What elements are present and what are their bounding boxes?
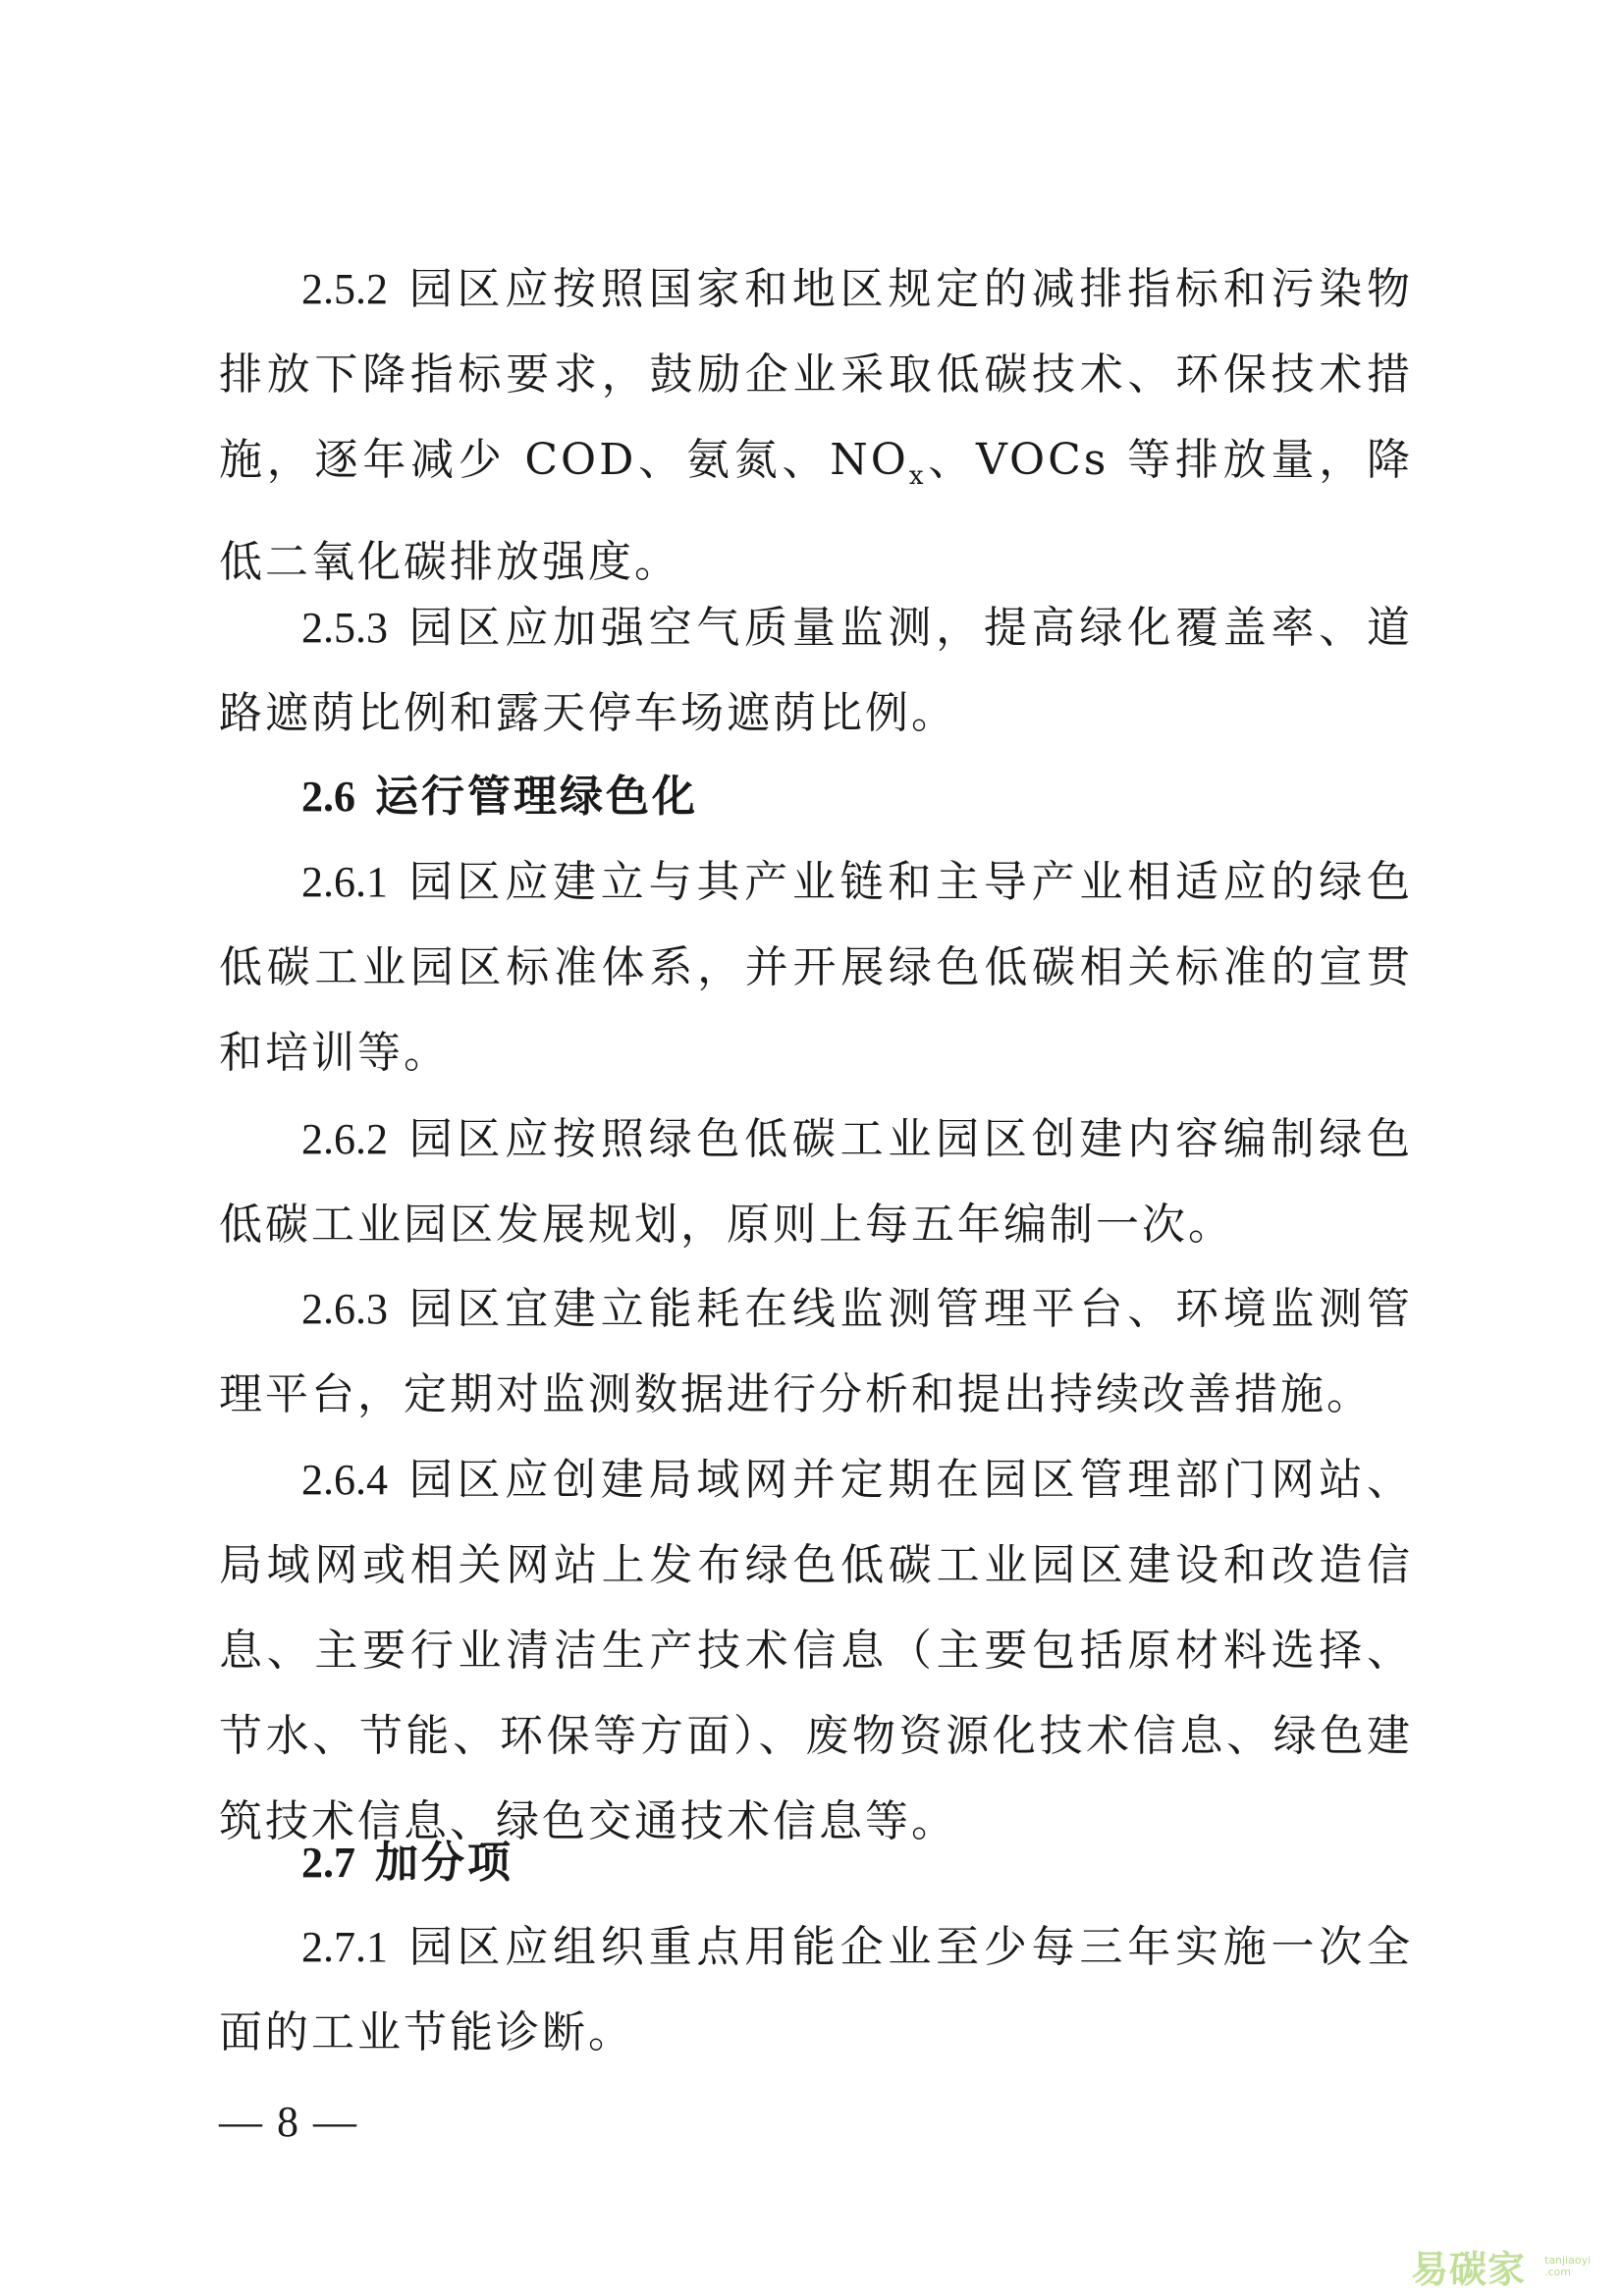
paragraph-2-6-1	[219, 839, 1413, 1095]
clause-text-continued: 、VOCs 等排放量，降低二氧化碳排放强度。	[219, 435, 1413, 587]
clause-text: 园区应按照国家和地区规定的减排指标和污染物排放下降指标要求，鼓励企业采取低碳技术、环保技术措施，逐年减少 COD、氨氮、NO	[219, 264, 1413, 485]
clause-number: 2.6.2	[301, 1115, 388, 1163]
clause-number: 2.7.1	[301, 1923, 388, 1971]
section-title: 运行管理绿色化	[375, 772, 698, 822]
clause-number: 2.6.4	[301, 1456, 388, 1504]
paragraph-2-6-4	[219, 1437, 1413, 1864]
clause-text: 园区应建立与其产业链和主导产业相适应的绿色低碳工业园区标准体系，并开展绿色低碳相关标准的宣贯和培训等。	[219, 857, 1413, 1078]
paragraph-2-5-2	[219, 246, 1413, 605]
section-number: 2.6	[301, 773, 355, 821]
watermark-text: 易碳家	[1411, 2248, 1527, 2291]
paragraph-2-6-2	[219, 1096, 1413, 1267]
subscript-x: x	[908, 460, 927, 491]
paragraph-2-6-3	[219, 1266, 1413, 1437]
paragraph-2-7-1	[219, 1904, 1413, 2075]
section-heading-2-7	[301, 1820, 514, 1905]
section-title: 加分项	[375, 1838, 514, 1888]
paragraph-2-5-3	[219, 585, 1413, 756]
clause-text: 园区应创建局域网并定期在园区管理部门网站、局域网或相关网站上发布绿色低碳工业园区建设和改造信息、主要行业清洁生产技术信息（主要包括原材料选择、节水、节能、环保等方面）、废物资源化技术信息、绿色建筑技术信息、绿色交通技术信息等。	[219, 1455, 1413, 1846]
watermark-domain: tanjiaoyi .com	[1544, 2254, 1592, 2278]
clause-text: 园区应组织重点用能企业至少每三年实施一次全面的工业节能诊断。	[219, 1922, 1413, 2057]
clause-text: 园区应加强空气质量监测，提高绿化覆盖率、道路遮荫比例和露天停车场遮荫比例。	[219, 603, 1413, 738]
page-number: — 8 —	[219, 2098, 358, 2146]
clause-text: 园区宜建立能耗在线监测管理平台、环境监测管理平台，定期对监测数据进行分析和提出持续改善措施。	[219, 1284, 1413, 1419]
section-number: 2.7	[301, 1839, 355, 1887]
section-heading-2-6	[301, 754, 698, 839]
watermark-logo	[1397, 2231, 1613, 2294]
clause-number: 2.6.1	[301, 858, 388, 906]
clause-number: 2.6.3	[301, 1285, 388, 1333]
clause-text: 园区应按照绿色低碳工业园区创建内容编制绿色低碳工业园区发展规划，原则上每五年编制一次。	[219, 1114, 1413, 1250]
clause-number: 2.5.2	[301, 265, 388, 313]
clause-number: 2.5.3	[301, 604, 388, 652]
